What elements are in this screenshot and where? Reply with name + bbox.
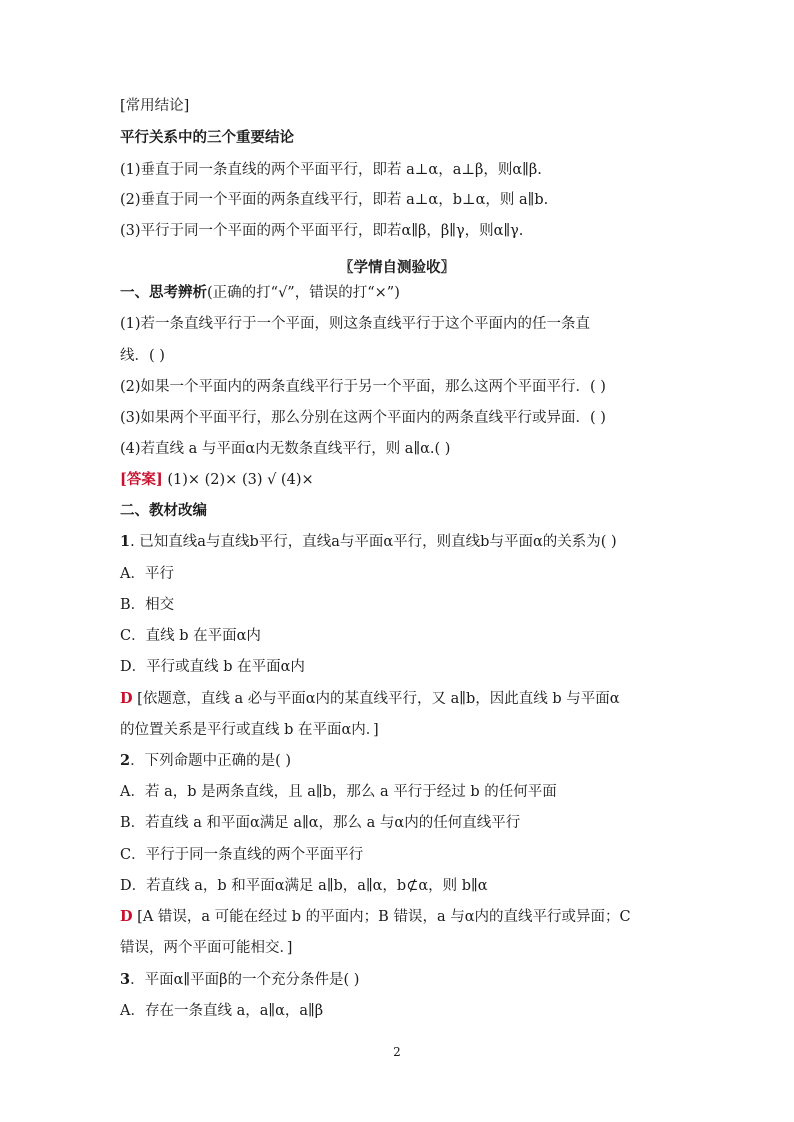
conclusion-3: (3)平行于同一个平面的两个平面平行，即若α∥β，β∥γ，则α∥γ.: [120, 223, 524, 239]
q1-option-d: D．平行或直线 b 在平面α内: [120, 659, 305, 675]
part1-note: (正确的打“√”，错误的打“×”): [207, 285, 400, 301]
self-test-banner: 〖学情自测验收〗: [339, 260, 455, 276]
answer-line: [120, 470, 680, 490]
q1-option-b: B．相交: [120, 597, 175, 613]
q1-stem-text: . 已知直线a与直线b平行，直线a与平面α平行，则直线b与平面α的关系为( ): [130, 534, 617, 550]
q2-option-c: C．平行于同一条直线的两个平面平行: [120, 847, 364, 863]
parallel-title: 平行关系中的三个重要结论: [120, 129, 294, 146]
q1-option-a: A．平行: [120, 566, 174, 582]
q1-answer: D: [120, 690, 133, 707]
q3-option-a: A．存在一条直线 a，a∥α，a∥β: [120, 1003, 324, 1019]
judge-item-4: (4)若直线 a 与平面α内无数条直线平行，则 a∥α.( ): [120, 441, 451, 457]
page-number: 2: [393, 1045, 401, 1059]
q1-number: 1: [120, 533, 131, 550]
q2-option-a: A．若 a，b 是两条直线，且 a∥b，那么 a 平行于经过 b 的任何平面: [120, 784, 557, 800]
q1-explanation-2: 的位置关系是平行或直线 b 在平面α内．]: [120, 722, 379, 738]
answer-text: (1)× (2)× (3) √ (4)×: [162, 472, 314, 488]
judge-item-1-cont: 线．( ): [120, 348, 165, 364]
q2-number: 2: [120, 752, 131, 769]
conclusion-2: (2)垂直于同一个平面的两条直线平行，即若 a⊥α，b⊥α，则 a∥b.: [120, 192, 549, 208]
q2-stem-text: ．下列命题中正确的是( ): [130, 753, 292, 769]
q2-explanation-2: 错误，两个平面可能相交．]: [120, 940, 293, 956]
judge-item-3: (3)如果两个平面平行，那么分别在这两个平面内的两条直线平行或异面．( ): [120, 410, 606, 426]
q1-explanation-text: [依题意，直线 a 必与平面α内的某直线平行，又 a∥b，因此直线 b 与平面α: [132, 691, 620, 707]
part2-title: 二、教材改编: [120, 502, 207, 519]
q2-explanation-text: [A 错误，a 可能在经过 b 的平面内；B 错误，a 与α内的直线平行或异面；C: [132, 909, 631, 925]
q3-number: 3: [120, 971, 131, 988]
q2-answer: D: [120, 908, 133, 925]
q1-option-c: C．直线 b 在平面α内: [120, 628, 261, 644]
answer-label: [答案]: [120, 471, 163, 488]
q2-explanation-1: [120, 907, 680, 927]
judge-item-2: (2)如果一个平面内的两条直线平行于另一个平面，那么这两个平面平行．( ): [120, 379, 606, 395]
section-header: [常用结论]: [120, 98, 190, 114]
part1-title: 一、思考辨析: [120, 284, 207, 301]
q1-stem: [120, 532, 680, 552]
q2-option-b: B．若直线 a 和平面α满足 a∥α，那么 a 与α内的任何直线平行: [120, 815, 521, 831]
q2-stem: [120, 751, 680, 771]
q2-option-d: D．若直线 a，b 和平面α满足 a∥b，a∥α，b⊄α，则 b∥α: [120, 878, 488, 894]
judge-item-1: (1)若一条直线平行于一个平面，则这条直线平行于这个平面内的任一条直: [120, 316, 591, 332]
q1-explanation-1: [120, 689, 680, 709]
q3-stem-text: ．平面α∥平面β的一个充分条件是( ): [130, 972, 360, 988]
part1-heading: [120, 283, 680, 303]
conclusion-1: (1)垂直于同一条直线的两个平面平行，即若 a⊥α，a⊥β，则α∥β.: [120, 162, 542, 178]
q3-stem: [120, 970, 680, 990]
